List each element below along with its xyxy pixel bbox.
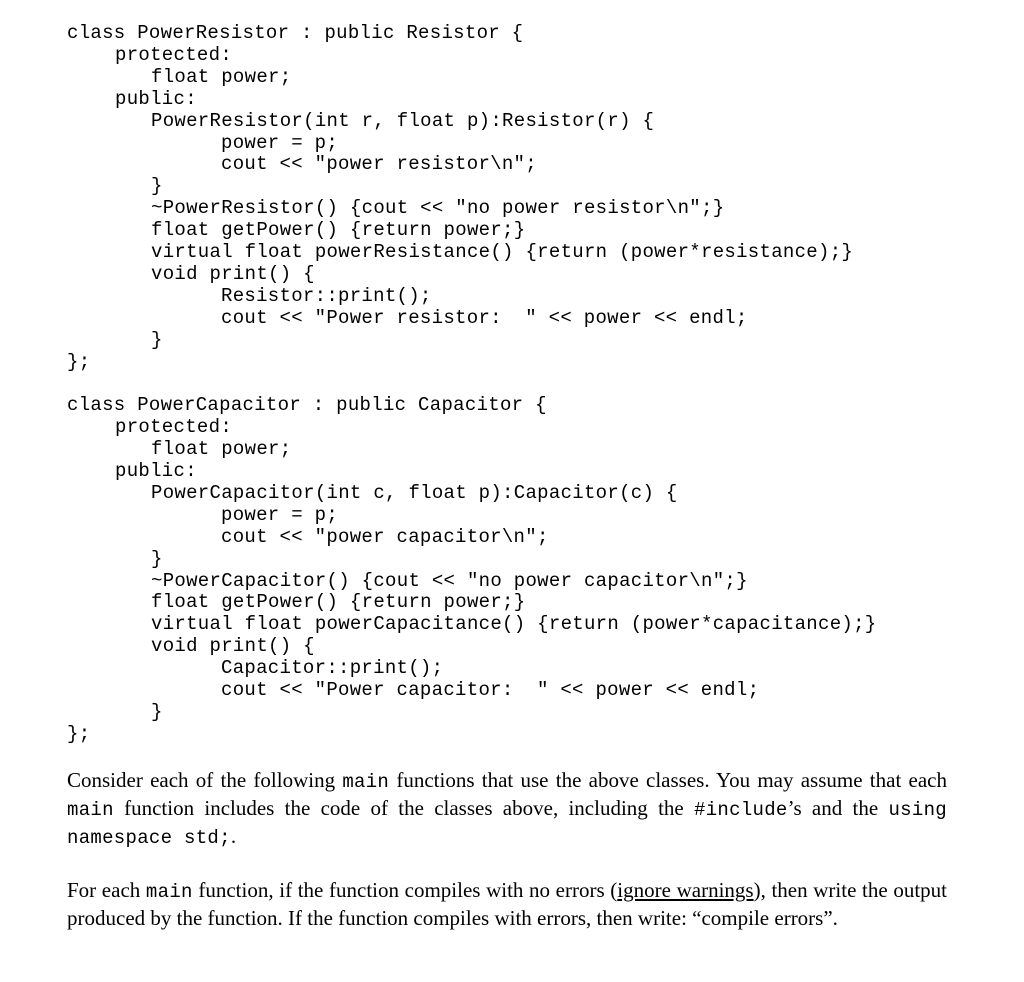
- code-line: PowerCapacitor(int c, float p):Capacitor(c) {: [151, 481, 678, 504]
- code-line: ~PowerResistor() {cout << "no power resistor\n";}: [151, 197, 725, 220]
- para1-text: function includes the code of the classes above, including the: [113, 796, 695, 820]
- code-line: float getPower() {return power;}: [151, 219, 526, 242]
- code-line: float getPower() {return power;}: [151, 591, 526, 614]
- code-line: power = p;: [221, 131, 339, 154]
- para1-text: functions that use the above classes. You may assume that each: [389, 768, 947, 792]
- para1-text: ’s and the: [787, 796, 889, 820]
- code-line: float power;: [151, 65, 292, 88]
- code-line: float power;: [151, 438, 292, 461]
- para2-underlined-text: ignore warnings: [617, 878, 754, 902]
- code-line: virtual float powerCapacitance() {return (power*capacitance);}: [151, 613, 877, 636]
- code-line: void print() {: [151, 262, 315, 285]
- para2-text: ), then write the output produced by the function. If the function compiles with errors, then write: “compile errors”.: [67, 878, 947, 930]
- code-line: }: [151, 700, 163, 723]
- code-line: protected:: [115, 416, 233, 439]
- para2-text: function, if the function compiles with no errors (: [192, 878, 618, 902]
- code-line: PowerResistor(int r, float p):Resistor(r) {: [151, 109, 655, 132]
- para1-code-main: main: [342, 771, 390, 793]
- code-line: cout << "power capacitor\n";: [221, 525, 549, 548]
- code-line: };: [67, 350, 91, 373]
- para1-code-main: main: [67, 799, 114, 821]
- code-line: }: [151, 328, 163, 351]
- code-line: class PowerCapacitor : public Capacitor {: [67, 394, 547, 417]
- code-line: }: [151, 547, 163, 570]
- instructions-paragraph: [67, 767, 947, 851]
- code-line: Resistor::print();: [221, 284, 432, 307]
- output-instructions-paragraph: [67, 877, 947, 931]
- code-line: power = p;: [221, 503, 339, 526]
- para1-code-using: using namespace std;: [67, 799, 947, 849]
- para1-code-include: #include: [694, 799, 788, 821]
- code-line: Capacitor::print();: [221, 657, 444, 680]
- para1-text: .: [230, 824, 237, 848]
- code-line: protected:: [115, 43, 233, 66]
- code-line: cout << "Power capacitor: " << power << endl;: [221, 679, 760, 701]
- code-line: public:: [115, 460, 197, 482]
- code-line: };: [67, 722, 91, 745]
- code-line: ~PowerCapacitor() {cout << "no power capacitor\n";}: [151, 569, 748, 592]
- code-line: virtual float powerResistance() {return (power*resistance);}: [151, 241, 854, 263]
- code-line: void print() {: [151, 635, 315, 658]
- para2-code-main: main: [145, 881, 193, 903]
- para1-text: Consider each of the following: [67, 768, 343, 792]
- para2-text: For each: [67, 878, 146, 902]
- code-line: public:: [115, 87, 197, 110]
- code-line: class PowerResistor : public Resistor {: [67, 22, 524, 44]
- code-line: cout << "Power resistor: " << power << endl;: [221, 306, 748, 329]
- code-line: }: [151, 175, 163, 198]
- code-line: cout << "power resistor\n";: [221, 153, 537, 176]
